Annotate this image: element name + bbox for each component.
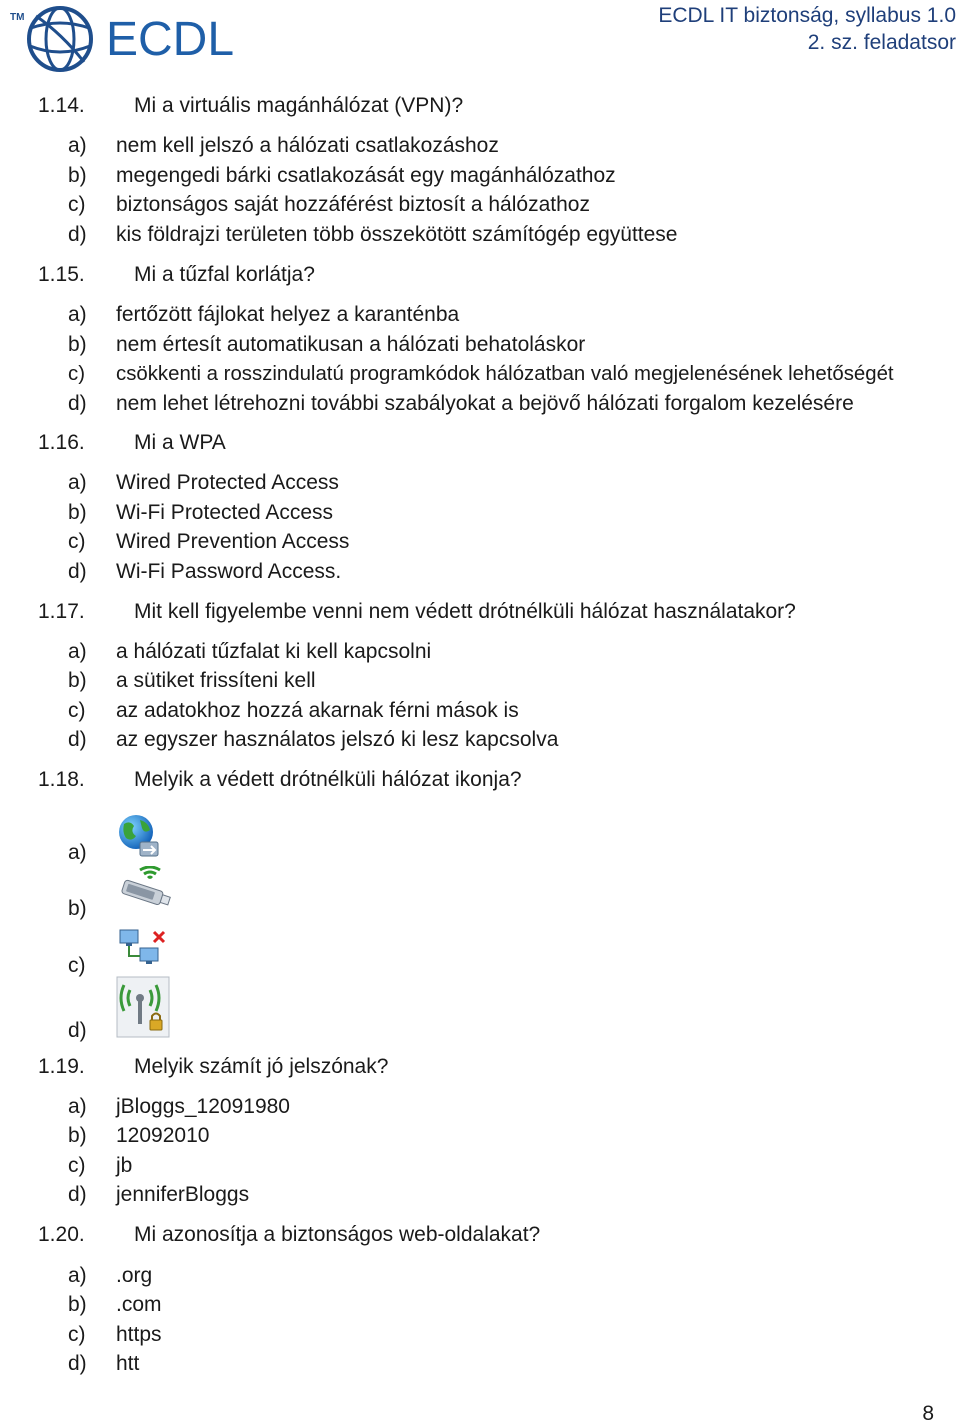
- option-1-15-a: [68, 302, 459, 328]
- option-text: .org: [116, 1264, 153, 1287]
- option-1-20-b: [68, 1292, 162, 1318]
- option-text: Wired Prevention Access: [116, 530, 350, 553]
- option-1-17-a: [68, 639, 431, 665]
- option-1-18-b-letter: b): [68, 897, 87, 920]
- test-set-label: 2. sz. feladatsor: [807, 31, 956, 54]
- option-letter: d): [68, 1352, 87, 1375]
- option-text: htt: [116, 1352, 140, 1375]
- option-letter: b): [68, 333, 87, 356]
- option-text: a hálózati tűzfalat ki kell kapcsolni: [116, 640, 432, 663]
- option-1-17-d: [68, 727, 558, 753]
- option-1-20-c: [68, 1322, 162, 1348]
- option-letter: d): [68, 223, 87, 246]
- option-1-14-d: [68, 222, 677, 248]
- logo-wordmark: ECDL: [106, 13, 235, 66]
- option-1-15-d: [68, 391, 854, 417]
- trademark-mark: TM: [10, 12, 25, 23]
- option-letter: c): [68, 193, 86, 216]
- option-1-18-a-letter: a): [68, 841, 87, 864]
- question-number: 1.17.: [38, 600, 85, 623]
- wireless-secured-lock-icon: [116, 976, 170, 1038]
- option-1-18-d-letter: d): [68, 1019, 87, 1042]
- option-letter: d): [68, 1183, 87, 1206]
- page-number: 8: [922, 1402, 934, 1425]
- question-number: 1.19.: [38, 1055, 85, 1078]
- option-text: biztonságos saját hozzáférést biztosít a hálózathoz: [116, 193, 590, 216]
- option-text: Wired Protected Access: [116, 471, 339, 494]
- option-letter: b): [68, 501, 87, 524]
- question-text: Mi a tűzfal korlátja?: [134, 263, 315, 286]
- question-text: Mi a virtuális magánhálózat (VPN)?: [134, 94, 464, 117]
- question-1-17: [38, 599, 796, 625]
- option-1-16-a: [68, 470, 339, 496]
- option-1-14-a: [68, 133, 499, 159]
- network-disconnected-icon: [116, 926, 168, 970]
- option-letter: b): [68, 1124, 87, 1147]
- option-1-20-d: [68, 1351, 139, 1377]
- option-text: a sütiket frissíteni kell: [116, 669, 316, 692]
- option-text: 12092010: [116, 1124, 210, 1147]
- question-text: Melyik számít jó jelszónak?: [134, 1055, 389, 1078]
- question-1-18: [38, 767, 522, 793]
- option-text: jb: [116, 1154, 133, 1177]
- question-number: 1.15.: [38, 263, 85, 286]
- option-letter: c): [68, 363, 85, 385]
- question-1-15: [38, 262, 315, 288]
- option-text: fertőzött fájlokat helyez a karanténba: [116, 303, 460, 326]
- option-letter: a): [68, 471, 87, 494]
- question-1-16: [38, 430, 226, 456]
- syllabus-title: ECDL IT biztonság, syllabus 1.0: [658, 4, 956, 27]
- globe-network-icon: [116, 812, 164, 862]
- option-1-16-c: [68, 529, 349, 555]
- option-text: https: [116, 1323, 162, 1346]
- option-1-20-a: [68, 1263, 152, 1289]
- option-1-14-b: [68, 163, 616, 189]
- option-text: az adatokhoz hozzá akarnak férni mások is: [116, 699, 519, 722]
- usb-wireless-adapter-icon: [116, 866, 172, 912]
- page-header: [0, 0, 960, 80]
- document-title: [658, 2, 956, 56]
- option-1-17-b: [68, 668, 316, 694]
- option-text: .com: [116, 1293, 162, 1316]
- option-1-15-b: [68, 332, 585, 358]
- option-text: nem értesít automatikusan a hálózati behatoláskor: [116, 333, 586, 356]
- option-letter: c): [68, 530, 86, 553]
- question-text: Melyik a védett drótnélküli hálózat ikonja?: [134, 768, 522, 791]
- option-1-19-b: [68, 1123, 209, 1149]
- question-text: Mit kell figyelembe venni nem védett drótnélküli hálózat használatakor?: [134, 600, 796, 623]
- option-text: Wi-Fi Protected Access: [116, 501, 334, 524]
- question-1-20: [38, 1222, 540, 1248]
- option-letter: a): [68, 303, 87, 326]
- option-1-18-c-letter: c): [68, 954, 86, 977]
- question-1-14: [38, 93, 463, 119]
- option-letter: b): [68, 669, 87, 692]
- ecdl-globe-icon: [22, 4, 98, 74]
- option-1-17-c: [68, 698, 519, 724]
- option-text: jenniferBloggs: [116, 1183, 250, 1206]
- option-1-15-c: [68, 361, 894, 387]
- question-text: Mi a WPA: [134, 431, 226, 454]
- option-letter: c): [68, 1323, 86, 1346]
- option-1-14-c: [68, 192, 590, 218]
- option-letter: a): [68, 640, 87, 663]
- question-number: 1.14.: [38, 94, 85, 117]
- question-number: 1.20.: [38, 1223, 85, 1246]
- question-text: Mi azonosítja a biztonságos web-oldalakat?: [134, 1223, 541, 1246]
- option-1-19-c: [68, 1153, 132, 1179]
- option-1-16-d: [68, 559, 341, 585]
- option-text: az egyszer használatos jelszó ki lesz kapcsolva: [116, 728, 559, 751]
- option-letter: d): [68, 728, 87, 751]
- option-1-19-a: [68, 1094, 290, 1120]
- question-number: 1.18.: [38, 768, 85, 791]
- option-letter: b): [68, 164, 87, 187]
- option-1-19-d: [68, 1182, 249, 1208]
- option-letter: d): [68, 560, 87, 583]
- option-text: csökkenti a rosszindulatú programkódok hálózatban való megjelenésének lehetőségét: [116, 363, 894, 385]
- option-letter: b): [68, 1293, 87, 1316]
- option-text: kis földrajzi területen több összekötött számítógép együttese: [116, 223, 678, 246]
- option-letter: a): [68, 1095, 87, 1118]
- option-text: Wi-Fi Password Access.: [116, 560, 342, 583]
- option-text: jBloggs_12091980: [116, 1095, 290, 1118]
- option-letter: a): [68, 1264, 87, 1287]
- question-1-19: [38, 1054, 388, 1080]
- option-letter: d): [68, 392, 87, 415]
- option-letter: c): [68, 1154, 86, 1177]
- option-text: nem lehet létrehozni további szabályokat a bejövő hálózati forgalom kezelésére: [116, 392, 854, 415]
- question-number: 1.16.: [38, 431, 85, 454]
- option-letter: c): [68, 699, 86, 722]
- option-letter: a): [68, 134, 87, 157]
- option-1-16-b: [68, 500, 333, 526]
- ecdl-logo: [6, 2, 235, 72]
- option-text: nem kell jelszó a hálózati csatlakozáshoz: [116, 134, 499, 157]
- option-text: megengedi bárki csatlakozását egy magánhálózathoz: [116, 164, 616, 187]
